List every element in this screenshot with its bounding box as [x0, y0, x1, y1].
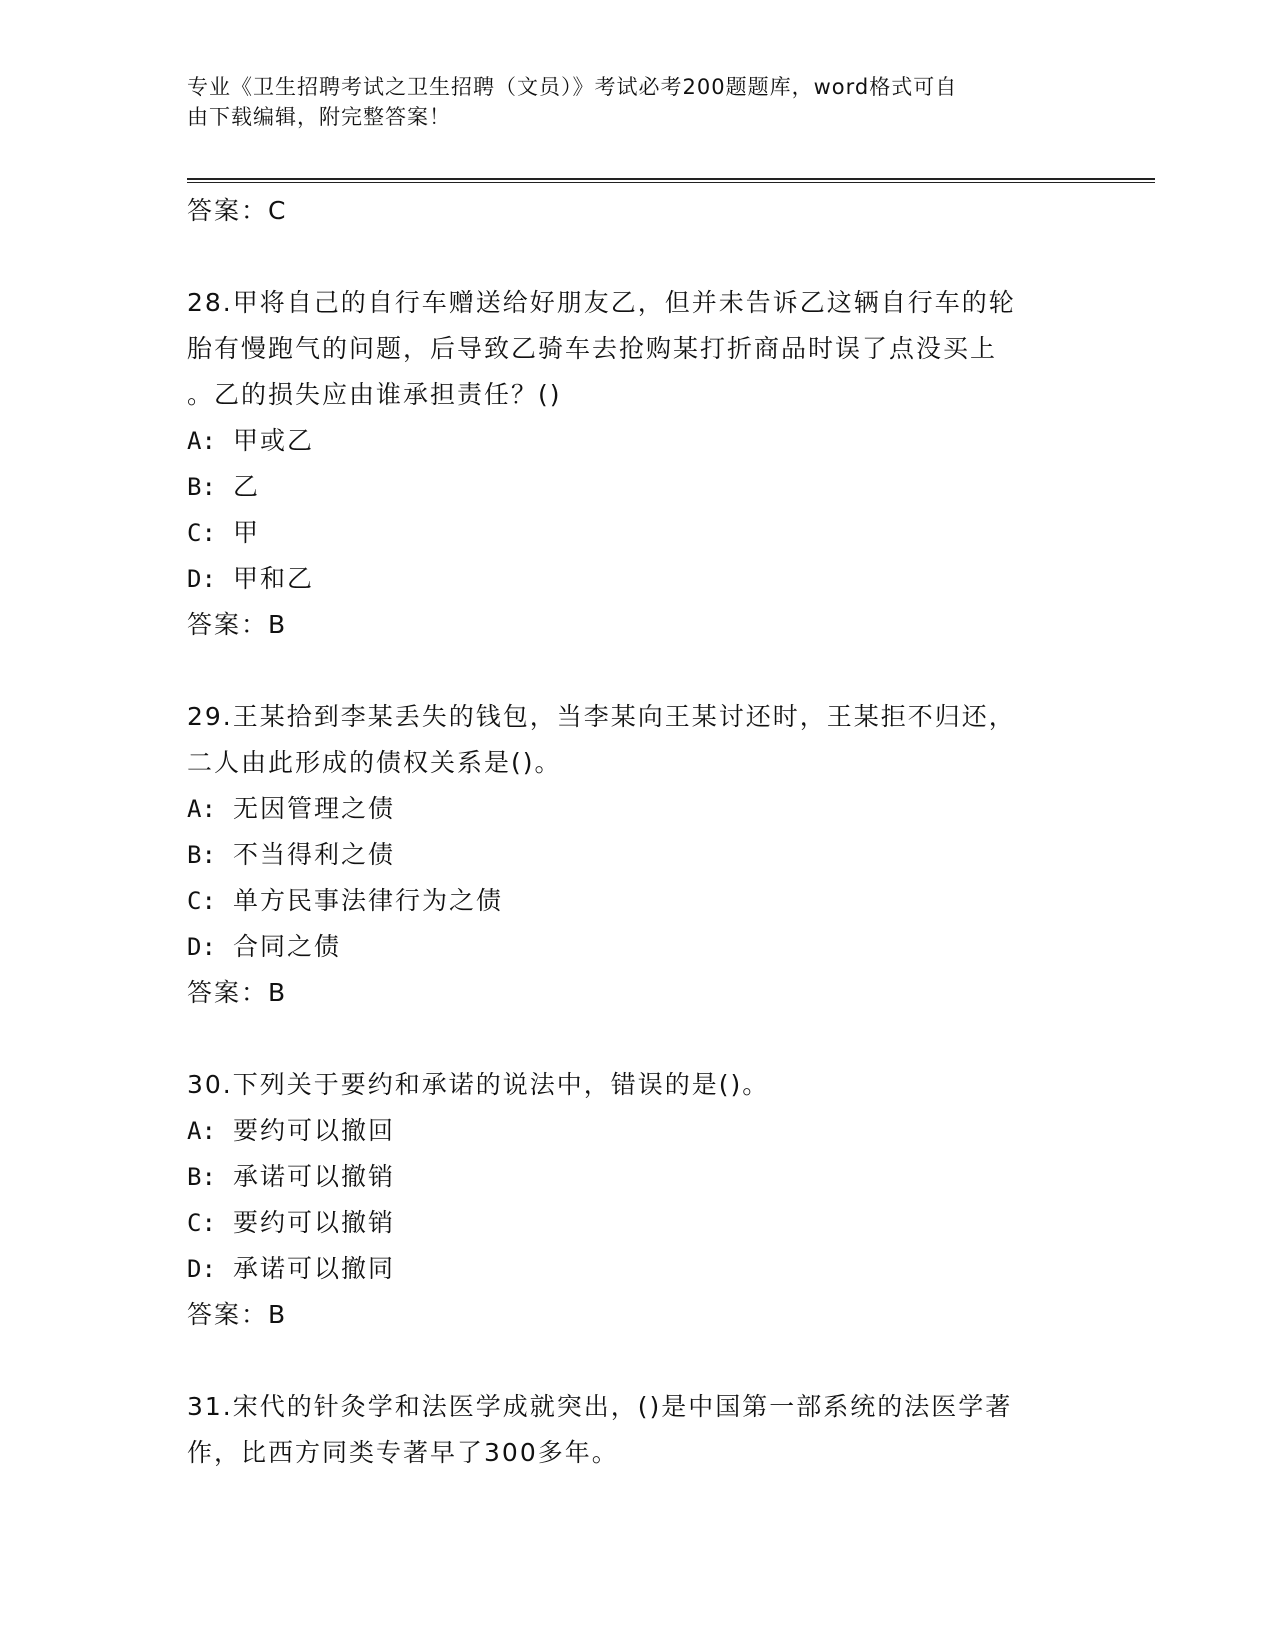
option-text: 不当得利之债 [233, 840, 396, 869]
option-b [187, 464, 1087, 510]
document-header [187, 72, 1067, 132]
option-text: 合同之债 [233, 932, 342, 961]
option-text: 承诺可以撤同 [233, 1254, 396, 1283]
option-text: 甲或乙 [233, 426, 315, 455]
option-d [187, 1246, 1087, 1292]
option-letter: C: [187, 519, 216, 547]
option-b [187, 1154, 1087, 1200]
question-29 [187, 694, 1087, 1016]
document-body [187, 188, 1087, 1476]
option-letter: C: [187, 887, 216, 915]
question-text-line: 31.宋代的针灸学和法医学成就突出，()是中国第一部系统的法医学著 [187, 1392, 1013, 1421]
option-text: 甲和乙 [233, 564, 315, 593]
spacer [187, 234, 1087, 280]
option-c [187, 1200, 1087, 1246]
answer-line: 答案：B [187, 610, 288, 639]
option-a [187, 786, 1087, 832]
option-text: 要约可以撤回 [233, 1116, 396, 1145]
option-c [187, 878, 1087, 924]
option-a [187, 1108, 1087, 1154]
question-text-line: 。乙的损失应由谁承担责任？() [187, 380, 562, 409]
answer-line: 答案：B [187, 978, 288, 1007]
option-letter: D: [187, 1255, 216, 1283]
option-letter: B: [187, 473, 216, 501]
option-letter: B: [187, 1163, 216, 1191]
option-d [187, 556, 1087, 602]
question-31 [187, 1384, 1087, 1476]
header-divider-thin [187, 182, 1155, 183]
option-letter: A: [187, 427, 216, 455]
question-text-line: 29.王某拾到李某丢失的钱包，当李某向王某讨还时，王某拒不归还， [187, 702, 1016, 731]
option-text: 无因管理之债 [233, 794, 396, 823]
option-letter: A: [187, 1117, 216, 1145]
option-letter: C: [187, 1209, 216, 1237]
header-line-2: 由下载编辑，附完整答案！ [187, 105, 451, 129]
question-text-line: 作，比西方同类专著早了300多年。 [187, 1438, 619, 1467]
answer-line: 答案：C [187, 196, 288, 225]
option-d [187, 924, 1087, 970]
question-text-line: 30.下列关于要约和承诺的说法中，错误的是()。 [187, 1070, 770, 1099]
option-letter: D: [187, 933, 216, 961]
question-28 [187, 280, 1087, 648]
option-text: 承诺可以撤销 [233, 1162, 396, 1191]
header-divider [187, 178, 1155, 180]
option-letter: A: [187, 795, 216, 823]
question-text-line: 28.甲将自己的自行车赠送给好朋友乙，但并未告诉乙这辆自行车的轮 [187, 288, 1016, 317]
option-text: 乙 [233, 472, 261, 501]
option-b [187, 832, 1087, 878]
option-c [187, 510, 1087, 556]
option-letter: D: [187, 565, 216, 593]
spacer [187, 1338, 1087, 1384]
spacer [187, 648, 1087, 694]
option-text: 要约可以撤销 [233, 1208, 396, 1237]
header-line-1: 专业《卫生招聘考试之卫生招聘（文员）》考试必考200题题库，word格式可自 [187, 75, 958, 99]
question-text-line: 二人由此形成的债权关系是()。 [187, 748, 562, 777]
option-a [187, 418, 1087, 464]
question-30 [187, 1062, 1087, 1338]
spacer [187, 1016, 1087, 1062]
answer-line: 答案：B [187, 1300, 288, 1329]
option-text: 甲 [233, 518, 261, 547]
option-text: 单方民事法律行为之债 [233, 886, 504, 915]
question-text-line: 胎有慢跑气的问题，后导致乙骑车去抢购某打折商品时误了点没买上 [187, 334, 998, 363]
option-letter: B: [187, 841, 216, 869]
